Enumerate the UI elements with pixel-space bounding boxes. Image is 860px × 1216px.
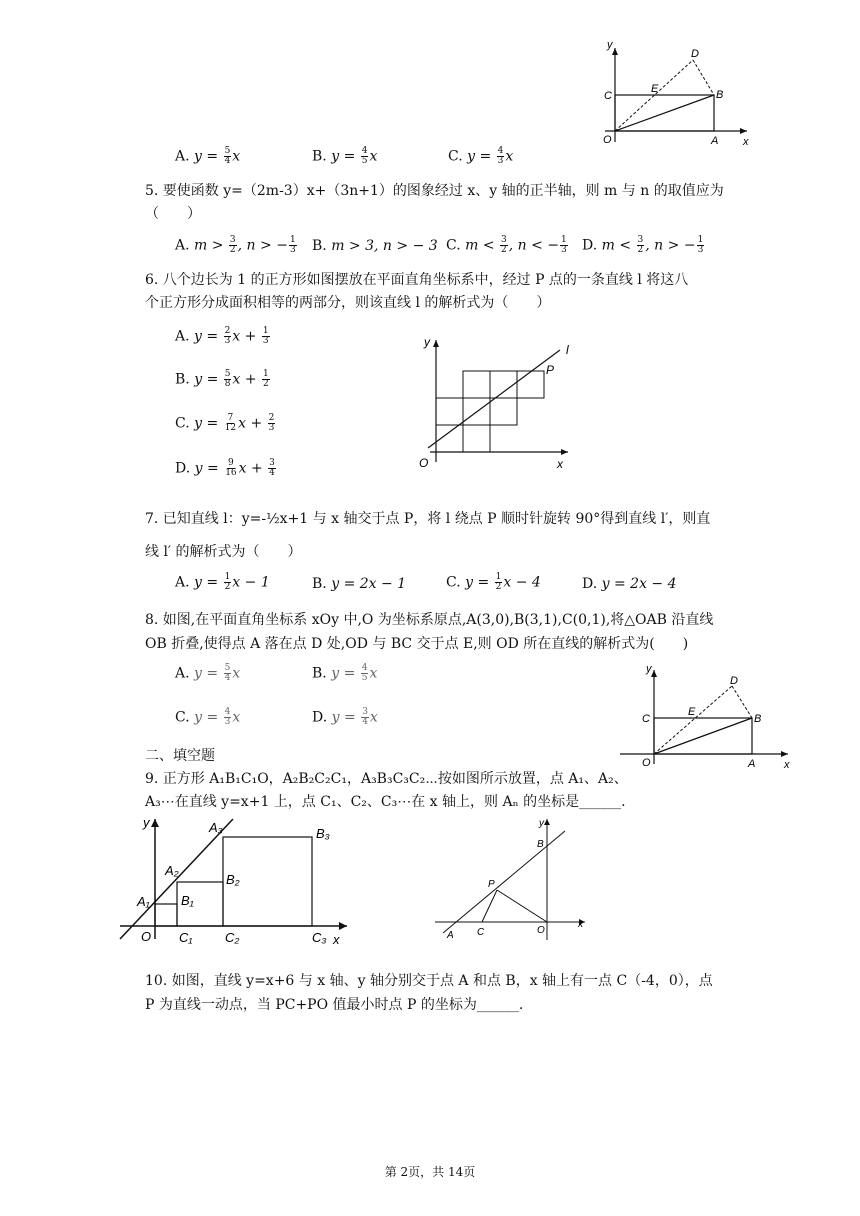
- q4-option-a: [175, 147, 240, 166]
- label-c: C: [477, 927, 485, 938]
- label-x: x: [333, 932, 340, 947]
- q5-text-line2: （ ）: [145, 206, 201, 222]
- option-letter: C.: [448, 148, 463, 165]
- label-y: y: [424, 335, 430, 349]
- option-letter: A.: [175, 148, 190, 165]
- label-b: B: [716, 89, 724, 101]
- q8-figure: [620, 660, 795, 772]
- section-title: 二、填空题: [145, 748, 215, 764]
- q6-option-c: C. y = $\frac{7}{12}$ x + $\frac{2}{3}$: [175, 413, 275, 433]
- label-y: y: [607, 39, 613, 51]
- q7-option-a: A. y = $\frac{1}{2}$ x − 1: [175, 572, 270, 592]
- q7-text-line2: 线 l′ 的解析式为（ ）: [145, 544, 302, 560]
- label-o: O: [642, 757, 651, 769]
- q10-text-line1: 10. 如图，直线 y=x+6 与 x 轴、y 轴分别交于点 A 和点 B，x 轴上有一点 C（-4，0），点: [145, 973, 713, 989]
- q4-figure: [585, 38, 755, 148]
- label-b2: B₂: [226, 872, 240, 887]
- q10-text-line2: P 为直线一动点，当 PC+PO 值最小时点 P 的坐标为______.: [145, 997, 524, 1013]
- q5-text-line1: 5. 要使函数 y=（2m-3）x+（3n+1）的图象经过 x、y 轴的正半轴，则 m 与 n 的取值应为: [145, 183, 724, 199]
- option-expr: y =: [467, 148, 496, 165]
- q6-option-b: B. y = $\frac{5}{8}$ x + $\frac{1}{2}$: [175, 369, 269, 389]
- label-x: x: [784, 759, 790, 771]
- option-var: x: [505, 148, 514, 165]
- option-expr: y =: [194, 148, 223, 165]
- label-a: A: [748, 758, 756, 770]
- q9-text-line2: A₃⋯在直线 y=x+1 上，点 C₁、C₂、C₃⋯在 x 轴上，则 Aₙ 的坐标是______.: [145, 794, 626, 810]
- q8-text-line1: 8. 如图,在平面直角坐标系 xOy 中,O 为坐标系原点,A(3,0),B(3,1),C(0,1),将△OAB 沿直线: [145, 612, 714, 628]
- option-fraction: $\frac{5}{4}$: [224, 146, 231, 166]
- label-a: A: [447, 930, 454, 941]
- option-expr: y =: [331, 148, 360, 165]
- q5-option-a: A. m > $\frac{3}{2}$ , n > − $\frac{1}{3}$: [175, 235, 296, 255]
- label-o: O: [603, 134, 612, 146]
- q7-option-b: B. y = 2x − 1: [312, 576, 407, 592]
- label-o: O: [141, 929, 152, 944]
- label-a3: A₃: [209, 820, 223, 835]
- option-letter: B.: [312, 148, 327, 165]
- label-p: P: [488, 879, 495, 890]
- label-o: O: [537, 925, 545, 936]
- label-a: A: [711, 135, 719, 147]
- q5-option-d: D. m < $\frac{3}{2}$ , n > − $\frac{1}{3}$: [582, 235, 704, 255]
- q5-option-b: B. m > 3, n > − 3: [312, 238, 438, 254]
- label-y: y: [646, 663, 652, 675]
- label-c3: C₃: [312, 930, 327, 945]
- label-x: x: [557, 457, 563, 471]
- label-p: P: [546, 363, 555, 377]
- q4-option-c: [448, 147, 513, 166]
- label-o: O: [419, 456, 429, 470]
- label-c: C: [642, 713, 650, 725]
- label-b1: B₁: [181, 893, 194, 908]
- q10-figure: [435, 815, 595, 945]
- q6-option-d: D. y = $\frac{9}{16}$ x + $\frac{3}{4}$: [175, 458, 275, 478]
- q9-figure: [115, 815, 360, 950]
- q8-text-line2: OB 折叠,使得点 A 落在点 D 处,OD 与 BC 交于点 E,则 OD 所在直线的解析式为( ): [145, 636, 689, 652]
- q6-figure: [410, 330, 580, 475]
- q6-text-line1: 6. 八个边长为 1 的正方形如图摆放在平面直角坐标系中，经过 P 点的一条直线 l 将这八: [145, 272, 689, 288]
- option-var: x: [232, 148, 241, 165]
- label-e: E: [651, 83, 659, 95]
- q6-text-line2: 个正方形分成面积相等的两部分，则该直线 l 的解析式为（ ）: [145, 295, 551, 311]
- option-fraction: $\frac{4}{3}$: [497, 146, 504, 166]
- q7-option-d: D. y = 2x − 4: [582, 576, 677, 592]
- option-fraction: $\frac{4}{5}$: [361, 146, 368, 166]
- q8-option-c: C. y = $\frac{4}{3}$ x: [175, 707, 241, 727]
- label-y: y: [539, 818, 544, 829]
- label-x: x: [578, 919, 583, 930]
- label-c1: C₁: [179, 930, 193, 945]
- q4-option-b: [312, 147, 377, 166]
- label-b: B: [537, 839, 544, 850]
- label-d: D: [691, 48, 699, 60]
- label-b: B: [754, 713, 762, 725]
- page-footer: 第 2页，共 14页: [384, 1165, 476, 1179]
- q8-option-d: D. y = $\frac{3}{4}$ x: [312, 707, 378, 727]
- label-c2: C₂: [225, 930, 240, 945]
- q7-option-c: C. y = $\frac{1}{2}$ x − 4: [446, 572, 541, 592]
- q9-text-line1: 9. 正方形 A₁B₁C₁O，A₂B₂C₂C₁，A₃B₃C₃C₂⋯按如图所示放置，点 A₁、A₂、: [145, 771, 628, 787]
- label-e: E: [688, 706, 696, 718]
- q5-option-c: C. m < $\frac{3}{2}$ , n < − $\frac{1}{3}$: [446, 235, 567, 255]
- label-y: y: [143, 815, 150, 830]
- label-b3: B₃: [316, 826, 330, 841]
- label-a2: A₂: [165, 863, 179, 878]
- q7-text-line1: 7. 已知直线 l：y=-½x+1 与 x 轴交于点 P，将 l 绕点 P 顺时针旋转 90°得到直线 l′，则直: [145, 511, 711, 527]
- option-var: x: [369, 148, 378, 165]
- q8-option-a: A. y = $\frac{5}{4}$ x: [175, 663, 241, 683]
- q6-option-a: A. y = $\frac{2}{3}$ x + $\frac{1}{3}$: [175, 326, 269, 346]
- label-d: D: [730, 675, 738, 687]
- label-c: C: [604, 90, 612, 102]
- label-l: l: [566, 343, 569, 357]
- label-a1: A₁: [137, 894, 150, 909]
- q8-option-b: B. y = $\frac{4}{5}$ x: [312, 663, 378, 683]
- label-x: x: [743, 136, 749, 148]
